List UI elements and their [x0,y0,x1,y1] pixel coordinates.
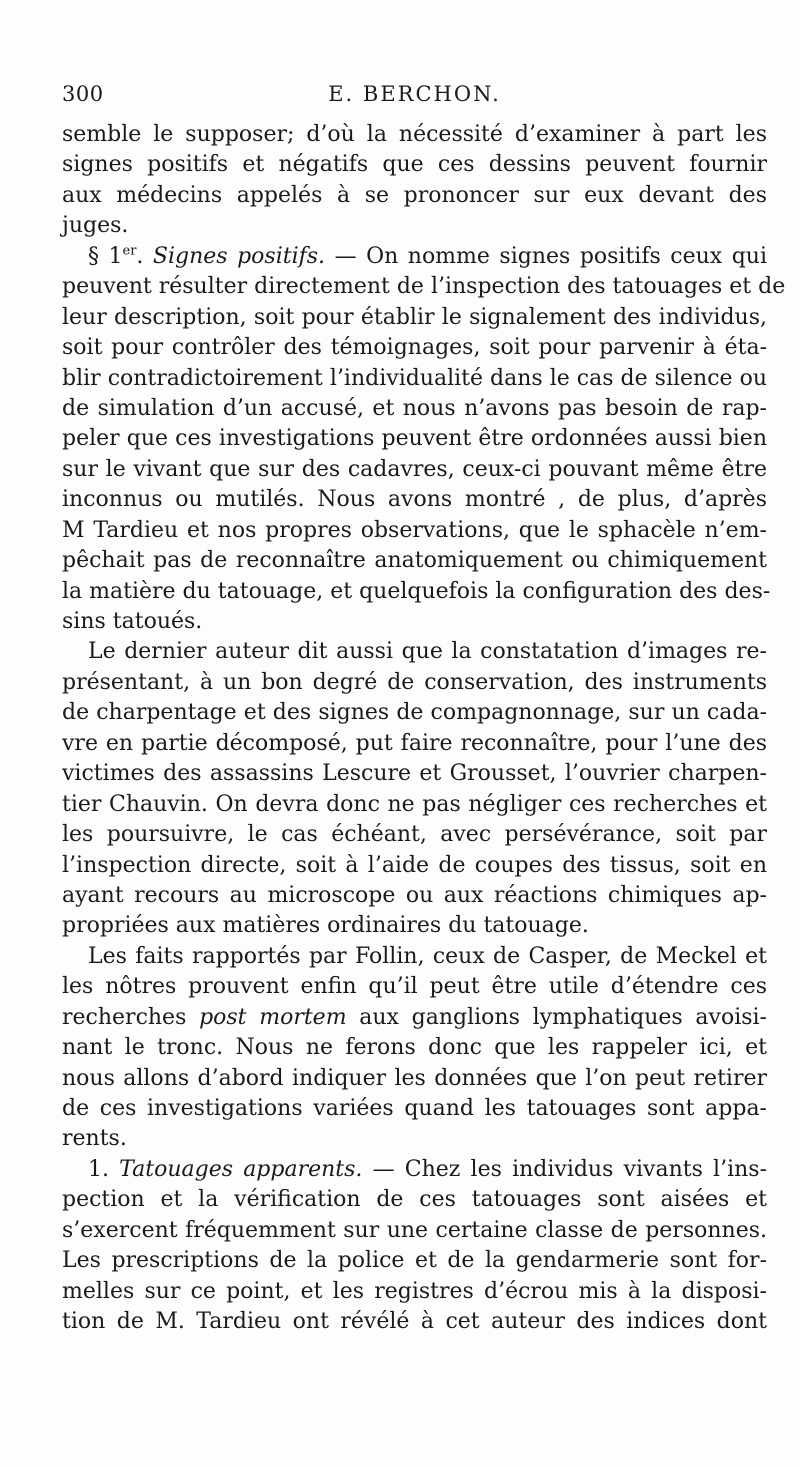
text-line [62,1155,767,1185]
superscript: er [122,243,137,259]
text-line: blir contradictoirement l’individualité dans le cas de silence ou [62,365,767,391]
text-span: . [136,243,153,269]
text-line [62,242,767,272]
text-line: peler que ces investigations peuvent être ordonnées aussi bien [62,426,767,452]
text-span: — On nomme signes positifs ceux qui [325,243,767,269]
text-line: l’inspection directe, soit à l’aide de coupes des tissus, soit en [62,852,767,878]
text-line: de charpentage et des signes de compagnonnage, sur un cada- [62,700,767,726]
text-line: Le dernier auteur dit aussi que la constatation d’images re- [88,639,767,665]
text-line: pection et la vérification de ces tatouages sont aisées et [62,1187,767,1213]
text-line: propriées aux matières ordinaires du tatouage. [62,913,589,939]
text-line: semble le supposer; d’où la nécessité d’examiner à part les [62,122,767,147]
text-span: — Chez les individus vivants l’ins- [362,1156,768,1182]
running-head: E. BERCHON. [328,82,501,106]
text-line: de ces investigations variées quand les tatouages sont appa- [62,1096,767,1121]
text-line: melles sur ce point, et les registres d’écrou mis à la disposi- [62,1278,767,1304]
page-number: 300 [62,82,104,106]
text-line: les poursuivre, le cas échéant, avec persévérance, soit par [62,822,767,848]
text-line: s’exercent fréquemment sur une certaine classe de personnes. [62,1217,767,1243]
text-span: 1. [88,1156,120,1182]
text-line: nous allons d’abord indiquer les données que l’on peut retirer [62,1065,767,1091]
text-line: présentant, à un bon degré de conservation, des instruments [62,669,767,695]
text-line: peuvent résulter directement de l’inspection des tatouages et de [62,274,786,300]
text-line: nant le tronc. Nous ne ferons donc que les rappeler ici, et [62,1035,767,1061]
text-span: § 1 [88,243,123,269]
text-line: de simulation d’un accusé, et nous n’avons pas besoin de rap- [62,395,767,421]
text-line: M Tardieu et nos propres observations, que le sphacèle n’em- [62,517,767,543]
text-line: vre en partie décomposé, put faire reconnaître, pour l’une des [62,730,767,756]
text-span: recherches [62,1004,200,1030]
italic-span: Tatouages apparents. [119,1156,363,1182]
text-line: pêchait pas de reconnaître anatomiquement ou chimiquement [62,548,767,574]
text-line: la matière du tatouage, et quelquefois la configuration des des- [62,578,771,604]
text-line: Les faits rapportés par Follin, ceux de Casper, de Meckel et [88,943,767,969]
text-line: sins tatoués. [62,609,203,634]
text-line: tion de M. Tardieu ont révélé à cet auteur des indices dont [62,1309,767,1335]
text-line: soit pour contrôler des témoignages, soit pour parvenir à éta- [62,335,767,361]
text-line [62,1003,767,1033]
page-header [62,82,767,112]
text-line: tier Chauvin. On devra donc ne pas négliger ces recherches et [62,791,767,817]
text-line: victimes des assassins Lescure et Grousset, l’ouvrier charpen- [62,761,767,787]
text-line: signes positifs et négatifs que ces dessins peuvent fournir [62,152,767,178]
text-line: aux médecins appelés à se prononcer sur eux devant des [62,182,767,208]
text-line: Les prescriptions de la police et de la gendarmerie sont for- [62,1248,767,1274]
text-line: ayant recours au microscope ou aux réactions chimiques ap- [62,882,767,908]
italic-span: post mortem [199,1004,347,1030]
text-line: leur description, soit pour établir le signalement des individus, [62,304,767,330]
italic-span: Signes positifs. [152,243,326,269]
body-text [62,120,786,1338]
text-line: les nôtres prouvent enfin qu’il peut être utile d’étendre ces [62,974,767,1000]
text-line: inconnus ou mutilés. Nous avons montré , de plus, d’après [62,487,767,513]
text-span: aux ganglions lymphatiques avoisi- [346,1004,767,1030]
text-line: rents. [62,1126,127,1152]
text-line: sur le vivant que sur des cadavres, ceux-ci pouvant même être [62,456,767,482]
text-line: juges. [62,213,129,239]
